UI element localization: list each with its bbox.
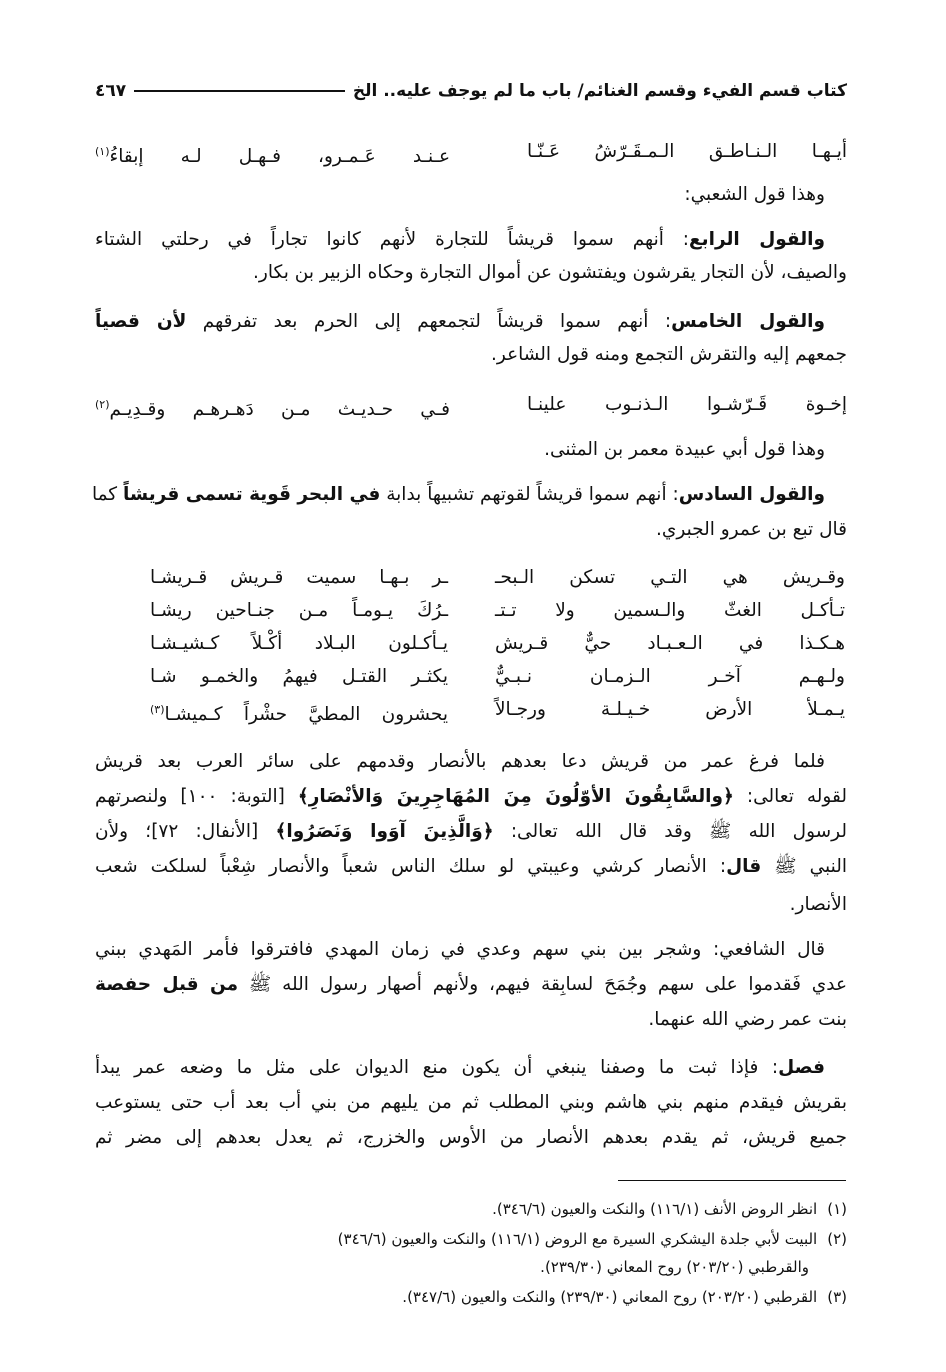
header-rule bbox=[134, 90, 345, 92]
paragraph-line bbox=[95, 1087, 847, 1119]
footnote-number: (١) bbox=[827, 1200, 847, 1218]
poem-second-hemistich bbox=[150, 595, 448, 627]
poem-first-hemistich: تـأكـل الغثّ والـسمين ولا تـتـ bbox=[495, 600, 845, 621]
hemistich-text: عـنـد عَـمـرو، فـهـل لـه إبقاءُ bbox=[109, 146, 450, 168]
text-run: : أنهم سموا قريشاً للتجارة لأنهم كانوا تجاراً في رحلتي الشتاء bbox=[95, 229, 690, 250]
bold-text: والقول الخامس bbox=[671, 311, 825, 332]
paragraph-line bbox=[95, 1052, 847, 1084]
poem-second-hemistich bbox=[150, 661, 448, 693]
footnote-line bbox=[95, 1226, 847, 1252]
footnote-number: (٣) bbox=[827, 1288, 847, 1306]
hemistich-text: يحشرون المطيَّ حشْراً كـميشـا bbox=[164, 704, 448, 726]
footnote-separator bbox=[618, 1180, 846, 1181]
text-run: كما bbox=[91, 484, 123, 505]
paragraph-line bbox=[95, 306, 847, 338]
paragraph-line bbox=[95, 934, 847, 966]
poem-first-hemistich: هـكـذا في الـعـبـاد حيٌّ قـريش bbox=[495, 633, 845, 654]
bold-text: في البحر قَوية تسمى قريشاً bbox=[122, 484, 381, 505]
text-run: : الأنصار كرشي وعيبتي لو سلك الناس شعباً والأنصار شِعْباً لسلكت شعب bbox=[95, 856, 727, 877]
verse-second-hemistich bbox=[95, 389, 450, 426]
hemistich-text: ـر بـهـا سميت قـريش قـريشـا bbox=[150, 567, 448, 588]
paragraph-line bbox=[95, 1122, 847, 1154]
poem-second-hemistich bbox=[150, 628, 448, 660]
bold-text: قال bbox=[726, 856, 762, 877]
text-run: قال تبع بن عمرو الجبري. bbox=[656, 519, 847, 540]
footnote-line bbox=[95, 1254, 847, 1280]
paragraph-line bbox=[95, 969, 847, 1001]
page-number: ٤٦٧ bbox=[95, 81, 127, 101]
text-run: جمعهم إليه والتقرش التجمع ومنه قول الشاعر. bbox=[491, 344, 847, 365]
text-run: الأنصار. bbox=[789, 894, 847, 915]
footnote-text: القرطبي (٢٠٣/٢٠) روح المعاني (٢٣٩/٣٠) والنكت والعيون (٣٤٧/٦). bbox=[402, 1288, 818, 1306]
paragraph-line bbox=[95, 514, 847, 546]
bold-text: والقول الرابع bbox=[689, 229, 825, 250]
hemistich-text: يـأكـلون البـلاد أكْـلاً كـشيـشـا bbox=[150, 633, 448, 654]
poem-first-hemistich: ولـهـم آخـر الـزمـان نـبـيٌّ bbox=[495, 666, 845, 687]
verse-second-hemistich bbox=[95, 136, 450, 173]
verse-first-hemistich: أيـهـا الـنـاطـق الـمـقَـرّشُ عَـنّـا bbox=[527, 141, 847, 162]
paragraph-line bbox=[91, 479, 847, 511]
footnote-text: انظر الروض الأنف (١١٦/١) والنكت والعيون (٣٤٦/٦). bbox=[492, 1200, 818, 1218]
text-run: : أنهم سموا قريشاً لقوتهم تشبيهاً بدابة bbox=[380, 484, 679, 505]
footnote-line bbox=[95, 1196, 847, 1222]
text-run: قال الشافعي: وشجر بين بني سهم وعدي في زمان المهدي فافترقوا فأمر المَهدي ببني bbox=[95, 939, 825, 960]
verse-first-hemistich: إخـوة قَـرّشـوا الـذنـوب علينـا bbox=[527, 394, 847, 415]
text-run: بقريش فيقدم منهم بني هاشم وبني المطلب ثم من يليهم من بني أب بعد أب حتى يستوعب bbox=[95, 1092, 847, 1113]
bold-text: من قبل حفصة bbox=[95, 974, 239, 995]
text-run: فلما فرغ عمر من قريش دعا بعدهم بالأنصار وقدمهم على سائر العرب بعد قريش bbox=[95, 751, 825, 772]
text-run: عدي فَقدموا على سهم وجُمَحَ لسابِقة فيهم، ولأنهم أصهار رسول الله ﷺ bbox=[238, 974, 847, 995]
poem-first-hemistich: يـمـلأ الأرض خـيـلـة ورجـالاً bbox=[495, 699, 845, 720]
paragraph-line bbox=[95, 434, 847, 466]
text-run: : فإذا ثبت ما وصفنا ينبغي أن يكون منع الديوان على مثل ما وضعه عمر يبدأ bbox=[95, 1057, 779, 1078]
poem-second-hemistich bbox=[150, 694, 448, 731]
paragraph-line bbox=[95, 339, 847, 371]
hemistich-text: يكثـر القتـل فيهمُ والخمـو شـا bbox=[150, 666, 448, 687]
text-run: جميع قريش، ثم يقدم بعدهم الأنصار من الأوس والخزرج، ثم يعدل بعدهم إلى مضر ثم bbox=[95, 1127, 847, 1148]
text-run: وهذا قول الشعبي: bbox=[684, 184, 825, 205]
text-run: والصيف، لأن التجار يقرشون ويفتشون عن أموال التجارة وحكاه الزبير بن بكار. bbox=[253, 262, 847, 283]
paragraph-line bbox=[95, 889, 847, 921]
text-run: [التوبة: ١٠٠] ولنصرتهم bbox=[95, 786, 298, 807]
paragraph-line bbox=[95, 851, 847, 883]
footnote-marker: (٣) bbox=[150, 703, 165, 716]
text-run: وهذا قول أبي عبيدة معمر بن المثنى. bbox=[544, 439, 825, 460]
running-header bbox=[95, 76, 847, 106]
text-run: : أنهم سموا قريشاً لتجمعهم إلى الحرم بعد تفرقهم bbox=[186, 311, 672, 332]
paragraph-line bbox=[95, 746, 847, 778]
paragraph-line bbox=[95, 179, 847, 211]
bold-text: فصل bbox=[778, 1057, 825, 1078]
bold-text: ﴿والسَّابِقُونَ الأوّلُونَ مِنَ المُهَاجِرِينَ وَالأنْصَارِ﴾ bbox=[297, 786, 734, 807]
text-run: لقوله تعالى: bbox=[733, 786, 847, 807]
bold-text: ﴿وَالَّذِينَ آوَوا وَنَصَرُوا﴾ bbox=[275, 821, 494, 842]
paragraph-line bbox=[95, 257, 847, 289]
paragraph-line bbox=[95, 1004, 847, 1036]
bold-text: والقول السادس bbox=[678, 484, 825, 505]
paragraph-line bbox=[95, 224, 847, 256]
header-title: كتاب قسم الفيء وقسم الغنائم/ باب ما لم يوجف عليه.. الخ bbox=[352, 81, 847, 101]
footnote-marker: (٢) bbox=[95, 398, 110, 411]
paragraph-line bbox=[95, 781, 847, 813]
hemistich-text: ـرُكَ يـومـاً مـن جنـاحين ريشـا bbox=[150, 600, 448, 621]
text-run: بنت عمر رضي الله عنهما. bbox=[648, 1009, 847, 1030]
text-run: النبي ﷺ bbox=[761, 856, 847, 877]
text-run: لرسول الله ﷺ وقد قال الله تعالى: bbox=[493, 821, 847, 842]
hemistich-text: فـي حـديـث مـن دَهـرهـم وقـدِيـم bbox=[109, 399, 450, 421]
bold-text: لأن قصياً bbox=[95, 311, 187, 332]
poem-first-hemistich: وقـريش هي التـي تسكن الـبحـ bbox=[495, 567, 845, 588]
text-run: [الأنفال: ٧٢]؛ ولأن bbox=[95, 821, 276, 842]
paragraph-line bbox=[95, 816, 847, 848]
footnote-marker: (١) bbox=[95, 145, 110, 158]
footnote-line bbox=[95, 1284, 847, 1310]
footnote-text: والقرطبي (٢٠٣/٢٠) روح المعاني (٢٣٩/٣٠). bbox=[540, 1258, 809, 1276]
poem-second-hemistich bbox=[150, 562, 448, 594]
footnote-number: (٢) bbox=[827, 1230, 847, 1248]
footnote-text: البيت لأبي جلدة اليشكري السيرة مع الروض (١١٦/١) والنكت والعيون (٣٤٦/٦) bbox=[337, 1230, 818, 1248]
